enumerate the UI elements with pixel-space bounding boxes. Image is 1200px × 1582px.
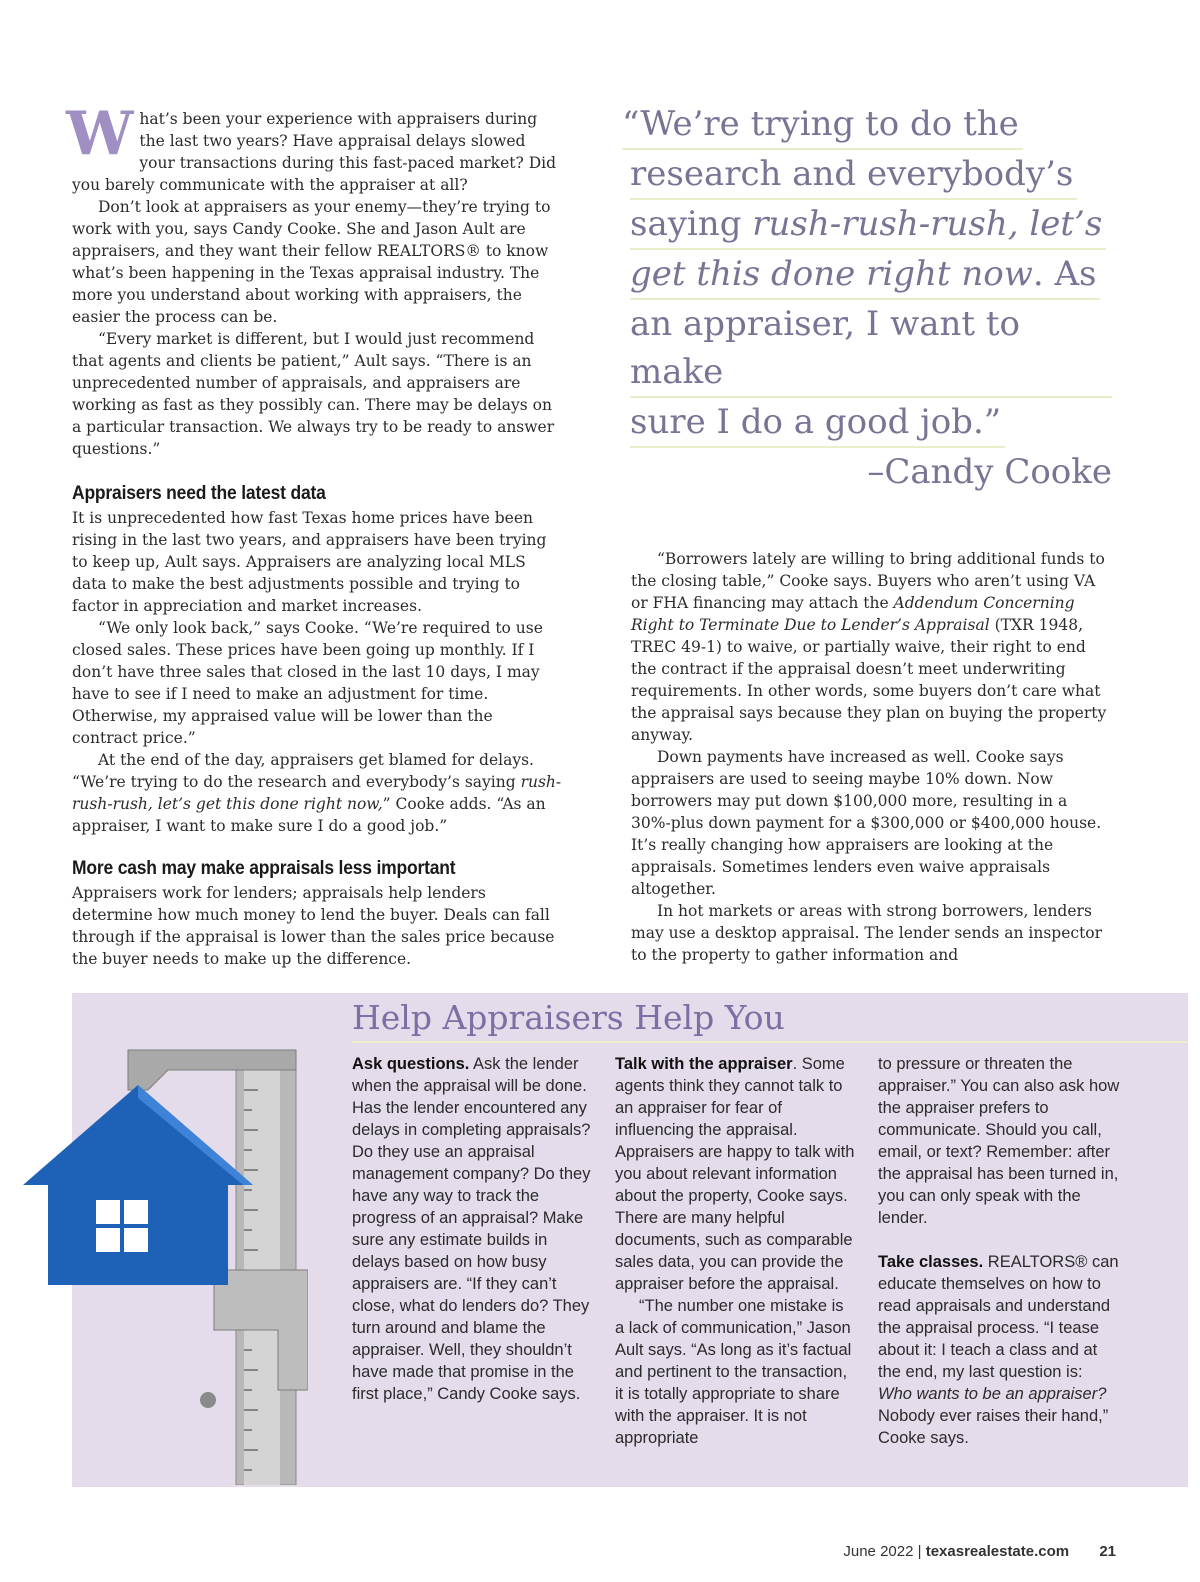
section1-paragraph-1: It is unprecedented how fast Texas home prices have been rising in the last two years, and appraisers have been trying to keep up, Ault says. Appraisers are analyzing local MLS data to make the best adjustments possible and trying to factor in appreciation and market increases. — [72, 509, 547, 615]
footer-separator: | — [917, 1543, 922, 1560]
sidebar-title: Help Appraisers Help You — [352, 995, 1188, 1043]
caliper-thumb-screw — [200, 1392, 216, 1408]
pull-quote-line: an appraiser, I want to make — [630, 300, 1112, 398]
section-heading-more-cash: More cash may make appraisals less important — [72, 858, 456, 879]
article-right-column — [631, 548, 1111, 966]
intro-paragraph-1: What’s been your experience with appraisers during the last two years? Have appraisal delays slowed your transactions during this fast-paced market? Did you barely communicate with the appraiser at all? — [66, 99, 557, 194]
pull-quote — [622, 100, 1112, 496]
intro-paragraph-2: Don’t look at appraisers as your enemy—they’re trying to work with you, says Candy Cooke. She and Jason Ault are appraisers, and they want their fellow REALTORS® to know what’s been happening in the Texas appraisal industry. The more you understand about working with appraisers, the easier the process can be. — [72, 198, 551, 326]
website-link[interactable]: texasrealestate.com — [925, 1543, 1070, 1560]
house-icon — [23, 1085, 253, 1285]
pull-quote-attribution: –Candy Cooke — [867, 452, 1112, 492]
sidebar-column-3: to pressure or threaten the appraiser.” You can also ask how the appraiser prefers to communicate. Should you call, email, or text? Remember: after the appraisal has been turned in, you can only speak with the lender. Take classes. REALTORS® can educate themselves on how to read appraisals and understand the appraisal process. “I tease about it: I teach a class and at the end, my last question is: Who wants to be an appraiser? Nobody ever raises their hand,” Cooke says. — [878, 1055, 1120, 1447]
page-footer — [843, 1543, 1116, 1560]
sidebar-column-2: Talk with the appraiser. Some agents think they cannot talk to an appraiser for fear of influencing the appraisal. Appraisers are happy to talk with you about relevant information about the property, Cooke says. There are many helpful documents, such as comparable sales data, you can provide the appraiser before the appraisal. “The number one mistake is a lack of communication,” Jason Ault says. “As long as it’s factual and pertinent to the transaction, it is totally appropriate to share with the appraiser. It is not appropriate — [615, 1055, 855, 1447]
pull-quote-line: saying rush-rush-rush, let’s — [630, 200, 1106, 250]
article-left-column — [66, 99, 562, 970]
right-paragraph-2: Down payments have increased as well. Cooke says appraisers are used to seeing maybe 10% down. Now borrowers may put down $100,000 more, resulting in a 30%-plus down payment for a $300,000 or $400,000 house. It’s really changing how appraisers are looking at the appraisals. Sometimes lenders even waive appraisals altogether. — [631, 748, 1102, 898]
sidebar-column-1: Ask questions. Ask the lender when the appraisal will be done. Has the lender encountered any delays in completing appraisals? Do they use an appraisal management company? Do they have any way to track the progress of an appraisal? Make sure any estimate builds in delays based on how busy appraisers are. “If they can’t close, what do lenders do? They turn around and blame the appraiser. Well, they shouldn’t have made that promise in the first place,” Candy Cooke says. — [352, 1055, 591, 1403]
pull-quote-line: research and everybody’s — [630, 150, 1077, 200]
section2-paragraph-1: Appraisers work for lenders; appraisals help lenders determine how much money to lend the buyer. Deals can fall through if the appraisal is lower than the sales price because the buyer needs to make up the difference. — [72, 884, 555, 968]
house-caliper-illustration — [18, 1030, 308, 1485]
section-heading-latest-data: Appraisers need the latest data — [72, 483, 326, 504]
issue-date: June 2022 — [843, 1543, 914, 1560]
drop-cap: W — [66, 99, 134, 169]
right-paragraph-3: In hot markets or areas with strong borrowers, lenders may use a desktop appraisal. The lender sends an inspector to the property to gather information and — [631, 902, 1103, 964]
page-number: 21 — [1099, 1543, 1116, 1560]
pull-quote-line: sure I do a good job.” — [630, 398, 1005, 448]
pull-quote-line: “We’re trying to do the — [622, 100, 1023, 150]
pull-quote-line: get this done right now. As — [630, 250, 1100, 300]
section1-paragraph-2: “We only look back,” says Cooke. “We’re required to use closed sales. These prices have been going up monthly. If I don’t have three sales that closed in the last 10 days, I may have to see if I need to make an adjustment for time. Otherwise, my appraised value will be lower than the contract price.” — [72, 619, 543, 747]
right-paragraph-1: “Borrowers lately are willing to bring additional funds to the closing table,” Cooke says. Buyers who aren’t using VA or FHA financing may attach the Addendum Concerning Right to Terminate Due to Lender’s Appraisal (TXR 1948, TREC 49-1) to waive, or partially waive, their right to end the contract if the appraisal doesn’t meet underwriting requirements. In other words, some buyers don’t care what the appraisal says because they plan on buying the property anyway. — [631, 550, 1107, 744]
section1-paragraph-3: At the end of the day, appraisers get blamed for delays. “We’re trying to do the research and everybody’s saying rush-rush-rush, let’s get this done right now,” Cooke adds. “As an appraiser, I want to make sure I do a good job.” — [72, 751, 562, 835]
intro-paragraph-3: “Every market is different, but I would just recommend that agents and clients be patient,” Ault says. “There is an unprecedented number of appraisals, and appraisers are working as fast as they possibly can. There may be delays on a particular transaction. We always try to be ready to answer questions.” — [72, 330, 555, 458]
